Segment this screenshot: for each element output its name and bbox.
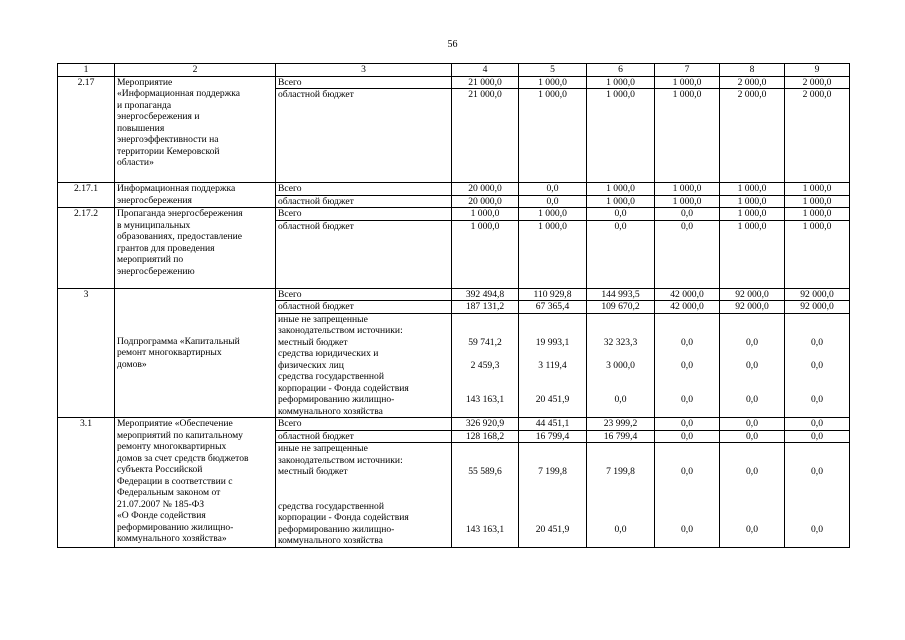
name-line: домов» (117, 358, 147, 370)
row-number: 3.1 (58, 418, 115, 548)
value-cell: 1 000,0 (452, 220, 519, 288)
value: 0,0 (681, 394, 693, 405)
value-cell: 0,0 (519, 195, 587, 208)
value-cell: 1 000,0 (785, 220, 850, 288)
name-line: «О Фонде содействия (117, 510, 206, 521)
value-cell: 92 000,0 (720, 301, 785, 314)
table-row (58, 418, 850, 431)
value-cell: 110 929,8 (519, 288, 587, 301)
header-cell: 4 (452, 64, 519, 77)
source-cell: областной бюджет (276, 89, 452, 183)
value-cell: 67 365,4 (519, 301, 587, 314)
value-cell: 1 000,0 (452, 208, 519, 221)
value-cell: 1 000,0 (519, 208, 587, 221)
name-line: грантов для проведения (117, 242, 215, 254)
source-cell: областной бюджет (276, 301, 452, 314)
value: 0,0 (614, 394, 627, 405)
value-cell (720, 443, 785, 548)
name-line: в муниципальных (117, 219, 191, 231)
value-cell: 0,0 (587, 220, 655, 288)
value-cell: 1 000,0 (655, 76, 720, 89)
value: 143 163,1 (465, 523, 505, 535)
source-cell (276, 443, 452, 548)
name-line: домов за счет средств бюджетов (117, 452, 249, 464)
value-cell: 1 000,0 (587, 183, 655, 196)
value-cell (452, 313, 519, 418)
header-cell: 6 (587, 64, 655, 77)
row-number: 2.17.2 (58, 208, 115, 289)
source-line: коммунального хозяйства (278, 535, 383, 546)
value-cell: 20 000,0 (452, 195, 519, 208)
value: 0,0 (811, 466, 823, 477)
source-cell: областной бюджет (276, 220, 452, 288)
value: 19 993,1 (535, 336, 570, 348)
value-cell: 2 000,0 (785, 89, 850, 183)
value: 0,0 (746, 523, 758, 535)
source-line: законодательством источники: (278, 454, 403, 466)
value-cell: 1 000,0 (720, 195, 785, 208)
value-cell: 44 451,1 (519, 418, 587, 431)
value-cell: 1 000,0 (720, 208, 785, 221)
name-line: Мероприятие (117, 76, 173, 88)
value-cell: 1 000,0 (720, 183, 785, 196)
value: 0,0 (811, 394, 823, 405)
row-number: 3 (58, 288, 115, 418)
source-cell: Всего (276, 418, 452, 431)
value-cell (720, 313, 785, 418)
value-cell: 0,0 (785, 418, 850, 431)
value-cell: 2 000,0 (720, 76, 785, 89)
value-cell: 2 000,0 (785, 76, 850, 89)
value-cell: 0,0 (655, 430, 720, 443)
value-cell: 0,0 (587, 208, 655, 221)
value-cell: 1 000,0 (655, 195, 720, 208)
value-cell: 1 000,0 (519, 89, 587, 183)
source-line: реформированию жилищно- (278, 394, 395, 405)
value-cell: 16 799,4 (587, 430, 655, 443)
source-line: корпорации - Фонда содействия (278, 512, 409, 523)
name-line: коммунального хозяйства» (117, 533, 227, 544)
row-number: 2.17 (58, 76, 115, 183)
source-line: средства юридических и (278, 348, 379, 359)
source-cell: Всего (276, 208, 452, 221)
value: 0,0 (811, 336, 823, 348)
table-row (58, 76, 850, 89)
name-line: Подпрограмма «Капитальный (117, 335, 240, 347)
header-cell: 2 (115, 64, 276, 77)
row-name (115, 208, 276, 289)
value-cell: 92 000,0 (720, 288, 785, 301)
table-row (58, 288, 850, 301)
header-cell: 5 (519, 64, 587, 77)
value-cell (519, 443, 587, 548)
value-cell: 0,0 (720, 430, 785, 443)
row-name (115, 288, 276, 418)
value-cell: 0,0 (519, 183, 587, 196)
value: 2 459,3 (470, 359, 500, 371)
source-line: законодательством источники: (278, 325, 403, 336)
value: 20 451,9 (535, 523, 570, 535)
name-line: мероприятий по (117, 254, 184, 265)
source-cell: областной бюджет (276, 195, 452, 208)
value-cell: 1 000,0 (587, 76, 655, 89)
value: 0,0 (681, 466, 693, 477)
header-cell: 8 (720, 64, 785, 77)
value-cell (785, 443, 850, 548)
header-cell: 9 (785, 64, 850, 77)
value-cell: 2 000,0 (720, 89, 785, 183)
value-cell (655, 443, 720, 548)
value-cell: 0,0 (720, 418, 785, 431)
value: 3 119,4 (538, 359, 567, 371)
value-cell: 109 670,2 (587, 301, 655, 314)
value-cell (452, 443, 519, 548)
name-line: Пропаганда энергосбережения (117, 208, 243, 219)
value-cell: 1 000,0 (785, 195, 850, 208)
value: 32 323,3 (603, 336, 638, 348)
name-line: и пропаганда (117, 99, 172, 111)
header-cell: 1 (58, 64, 115, 77)
value-cell: 1 000,0 (519, 76, 587, 89)
value-cell: 0,0 (785, 430, 850, 443)
source-line: иные не запрещенные (278, 443, 368, 454)
value-cell: 1 000,0 (587, 195, 655, 208)
source-line: средства государственной (278, 500, 384, 512)
row-name (115, 418, 276, 548)
header-cell: 3 (276, 64, 452, 77)
value: 20 451,9 (535, 394, 570, 405)
source-line: корпорации - Фонда содействия (278, 382, 409, 394)
source-line: реформированию жилищно- (278, 523, 395, 535)
value: 7 199,8 (606, 466, 635, 477)
value-cell: 0,0 (655, 208, 720, 221)
value-cell: 1 000,0 (587, 89, 655, 183)
source-line: средства государственной (278, 371, 384, 382)
name-line: «Информационная поддержка (117, 88, 241, 99)
name-line: энергосбережения (117, 194, 192, 206)
value-cell: 92 000,0 (785, 288, 850, 301)
value: 143 163,1 (465, 394, 505, 405)
value: 59 741,2 (468, 336, 502, 348)
value: 7 199,8 (538, 466, 567, 477)
name-line: энергоэффективности на (117, 134, 219, 145)
name-line: Федерации в соответствии с (117, 475, 233, 487)
value-cell: 326 920,9 (452, 418, 519, 431)
name-line: Информационная поддержка (117, 183, 236, 194)
name-line: Мероприятие «Обеспечение (117, 418, 233, 429)
value-cell: 187 131,2 (452, 301, 519, 314)
value-cell: 1 000,0 (519, 220, 587, 288)
source-cell: Всего (276, 76, 452, 89)
source-line: коммунального хозяйства (278, 405, 383, 417)
source-cell (276, 313, 452, 418)
name-line: повышения (117, 122, 165, 134)
source-cell: областной бюджет (276, 430, 452, 443)
table-row (58, 183, 850, 196)
name-line: ремонт многоквартирных (117, 347, 222, 358)
value: 0,0 (746, 336, 758, 348)
value-cell: 21 000,0 (452, 89, 519, 183)
source-line: физических лиц (278, 359, 344, 371)
value: 0,0 (681, 359, 693, 371)
value: 0,0 (614, 523, 627, 535)
value-cell: 144 993,5 (587, 288, 655, 301)
name-line: Федеральным законом от (117, 487, 221, 498)
source-cell: Всего (276, 288, 452, 301)
row-name (115, 183, 276, 208)
name-line: области» (117, 157, 154, 168)
value: 0,0 (746, 359, 758, 371)
value-cell: 1 000,0 (655, 183, 720, 196)
name-line: энергосбережению (117, 265, 195, 277)
value-cell: 20 000,0 (452, 183, 519, 196)
value-cell: 0,0 (655, 220, 720, 288)
source-line: местный бюджет (278, 336, 348, 348)
name-line: образованиях, предоставление (117, 231, 242, 242)
header-cell: 7 (655, 64, 720, 77)
value: 0,0 (746, 466, 758, 477)
source-line: иные не запрещенные (278, 313, 368, 325)
table-row (58, 208, 850, 221)
header-row (58, 64, 850, 77)
value-cell: 23 999,2 (587, 418, 655, 431)
name-line: 21.07.2007 № 185-ФЗ (117, 498, 205, 510)
value-cell (587, 313, 655, 418)
source-line: местный бюджет (278, 466, 348, 477)
value: 0,0 (811, 523, 823, 535)
value: 0,0 (811, 359, 823, 371)
value: 55 589,6 (468, 466, 502, 477)
value: 0,0 (746, 394, 758, 405)
page-number: 56 (447, 39, 458, 50)
value-cell: 42 000,0 (655, 288, 720, 301)
name-line: мероприятий по капитальному (117, 429, 243, 441)
value-cell: 1 000,0 (655, 89, 720, 183)
value-cell (587, 443, 655, 548)
value-cell (785, 313, 850, 418)
value-cell: 1 000,0 (785, 183, 850, 196)
value-cell: 92 000,0 (785, 301, 850, 314)
value-cell: 42 000,0 (655, 301, 720, 314)
row-name (115, 76, 276, 183)
value: 0,0 (681, 523, 693, 535)
value-cell: 16 799,4 (519, 430, 587, 443)
name-line: ремонту многоквартирных (117, 441, 227, 452)
row-number: 2.17.1 (58, 183, 115, 208)
name-line: территории Кемеровской (117, 145, 220, 157)
name-line: субъекта Российской (117, 464, 203, 475)
value-cell: 1 000,0 (785, 208, 850, 221)
value-cell: 21 000,0 (452, 76, 519, 89)
name-line: энергосбережения и (117, 111, 200, 122)
value-cell: 392 494,8 (452, 288, 519, 301)
value-cell: 1 000,0 (720, 220, 785, 288)
value-cell: 0,0 (655, 418, 720, 431)
value: 3 000,0 (606, 359, 635, 371)
value-cell: 128 168,2 (452, 430, 519, 443)
name-line: реформированию жилищно- (117, 521, 234, 533)
value-cell (519, 313, 587, 418)
value: 0,0 (681, 336, 693, 348)
budget-table (57, 63, 850, 548)
value-cell (655, 313, 720, 418)
source-cell: Всего (276, 183, 452, 196)
